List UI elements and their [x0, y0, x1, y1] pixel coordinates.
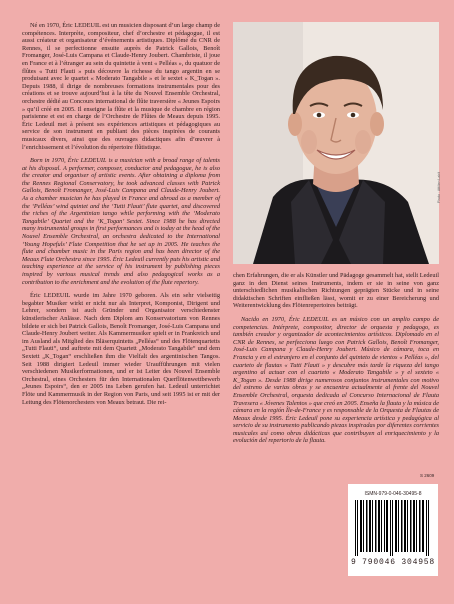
- portrait-illustration: [233, 22, 439, 264]
- photo-credit: Photo : Attilien Labit: [437, 172, 441, 203]
- catalog-code: S 2609: [420, 473, 435, 478]
- barcode-icon: [355, 500, 431, 556]
- bio-english: Born in 1970, Éric LEDEUIL is a musician with a broad range of talents at his disposal. A performer, composer, conductor and pedagogue, he is also the creator and organiser of artistic events. After obtaining a diploma from the Rennes Regional Conservatory, he took advanced classes with Patrick Gallois, Benoît Fromanger, José-Luis Campana and Claude-Henry Joubert. As a chamber musician he has played in France and abroad as a member of the ‘Pelléas’ wind quintet and the ‘Tutti Flauti’ flute quartet, and discovered the riches of the Argentinian tango while performing with the ‘Moderato Tangabile’ Quartet and the ‘K_Togan’ Sextet. Since 1988 he has directed many instrumental groups in first performances and is today at the head of the Nouvel Ensemble Orchestral, an orchestra dedicated to the International ‘Young Hopefuls’ Flute Competition that he set up in 2005. He teaches the flute and chamber music in the Paris region and has been director of the Meaux Flute Orchestra since 1995. Éric Ledeuil currently puts his artistic and teaching experience at the service of his instrument by publishing pieces inspired by various musical trends and also pedagogical works as a contribution to the enrichment and the evolution of the flute repertory.: [22, 157, 220, 286]
- ean-number: 9 790046 304958: [350, 558, 435, 567]
- ismn-number: ISMN-979-0-046-30495-8: [364, 491, 422, 497]
- portrait-photo: [233, 22, 439, 264]
- bio-german-continued: chen Erfahrungen, die er als Künstler und Pädagoge gesammelt hat, stellt Ledeuil ganz in den Dienst seines Instruments, indem er sie in seine von ganz unterschiedlichen musikalischen Richtungen geprägten Stücke und in seine didaktischen Schriften einfließen lässt, womit er zu einer Bereicherung und Weiterentwicklung des Flötenrepertoires beiträgt.: [233, 272, 439, 310]
- biography-right-column: [233, 272, 439, 451]
- barcode-label: [348, 484, 438, 576]
- bio-french: Né en 1970, Éric LEDEUIL est un musicien disposant d’un large champ de compétences. Interprète, compositeur, chef d’orchestre et pédagogue, il est aussi créateur et organisateur d’événements artistiques. Diplômé du CNR de Rennes, il se perfectionne ensuite auprès de Patrick Gallois, Benoît Fromanger, José-Luis Campana et Claude-Henry Joubert. Chambriste, il joue en France et à l’étranger au sein du quintette à vent « Pelléas », du quatuor de flûtes « Tutti Flauti » puis découvre la richesse du tango argentin en se produisant avec le quartet « Moderato Tangabile » et le sextet « K_Togan ». Depuis 1988, il dirige de nombreuses formations instrumentales pour des créations et se trouve aujourd’hui à la tête du Nouvel Ensemble Orchestral, orchestre dédié au Concours international de flûte traversière « Jeunes Espoirs » qu’il créé en 2005. Il enseigne la flûte et la musique de chambre en région parisienne et est en charge de l’Orchestre de Flûtes de Meaux depuis 1995. Éric Ledeuil met à présent ses expériences artistiques et pédagogiques au service de son instrument en publiant des pièces inspirées de courants musicaux divers, ainsi que des ouvrages didactiques afin d’œuvrer à l’enrichissement et l’évolution du répertoire flûtistique.: [22, 22, 220, 151]
- biography-left-column: [22, 22, 220, 412]
- bio-spanish: Nacido en 1970, Éric LEDEUIL es un músico con un amplio campo de competencias. Intérprete, compositor, director de orquesta y pedagogo, es también creador y organizador de acontecimientos artísticos. Diplomado en el CNR de Rennes, se perfecciona luego con Patrick Gallois, Benoît Fromanger, José-Luis Campana y Claude-Henry Joubert. Músico de cámara, toca en Francia y en el extranjero en el conjunto del quinteto de vientos « Pelléas », del cuarteto de flautas « Tutti Flauti » y descubre más tarde la riqueza del tango argentino al actuar con el cuarteto « Moderato Tangabile » y el sexteto « K_Togan ». Desde 1988 dirige numerosos conjuntos instrumentales con motivo del estreno de varias obras y se encuentra actualmente al frente del Nouvel Ensemble Orchestral, orquesta dedicada al Concurso Internacional de Flauta Travesera « Jóvenes Talentos » que creó en 2005. Enseña la flauta y la música de cámara en la región Île-de-France y es responsable de la Orquesta de Flautas de Meaux desde 1995. Éric Ledeuil pone su experiencia artística y pedagógica al servicio de su instrumento publicando piezas inspiradas por diferentes corrientes musicales así como obras didácticas que contribuyen al enriquecimiento y la evolución del repertorio de la flauta.: [233, 315, 439, 445]
- bio-german: Éric LEDEUIL wurde im Jahre 1970 geboren. Als ein sehr vielseitig begabter Musiker wirkt er nicht nur als Interpret, Komponist, Dirigent und Lehrer, sondern ist auch Gründer und Organisator verschiedenster künstlerischer Anlässe. Nach dem Diplom am Konservatorium von Rennes bildete er sich bei Patrick Gallois, Benoît Fromanger, José-Luis Campana und Claude-Henry Joubert weiter. Als Kammermusiker spielt er in Frankreich und im Ausland als Mitglied des Bläserquintetts „Pelléas“ und des Flötenquartetts „Tutti Flauti“, und auftrete mit dem Quartett „Moderato Tangabile“ und dem Sextett „K_Togan“ erschließen ihm die Vielfalt des argentinischen Tangos. Seit 1988 dirigiert Ledeuil immer wieder Uraufführungen mit vielen verschiedenen Musikerformationen, und er ist Leiter des Nouvel Ensemble Orchestral, eines Orchesters für den Internationalen Querflötenwettbewerb „Jeunes Espoirs“, den er 2005 ins Leben gerufen hat. Ledeuil unterrichtet Flöte und Kammermusik in der Region von Paris, und seit 1995 ist er mit der Leitung des Flötenorchesters von Meaux betraut. Die rei-: [22, 292, 220, 406]
